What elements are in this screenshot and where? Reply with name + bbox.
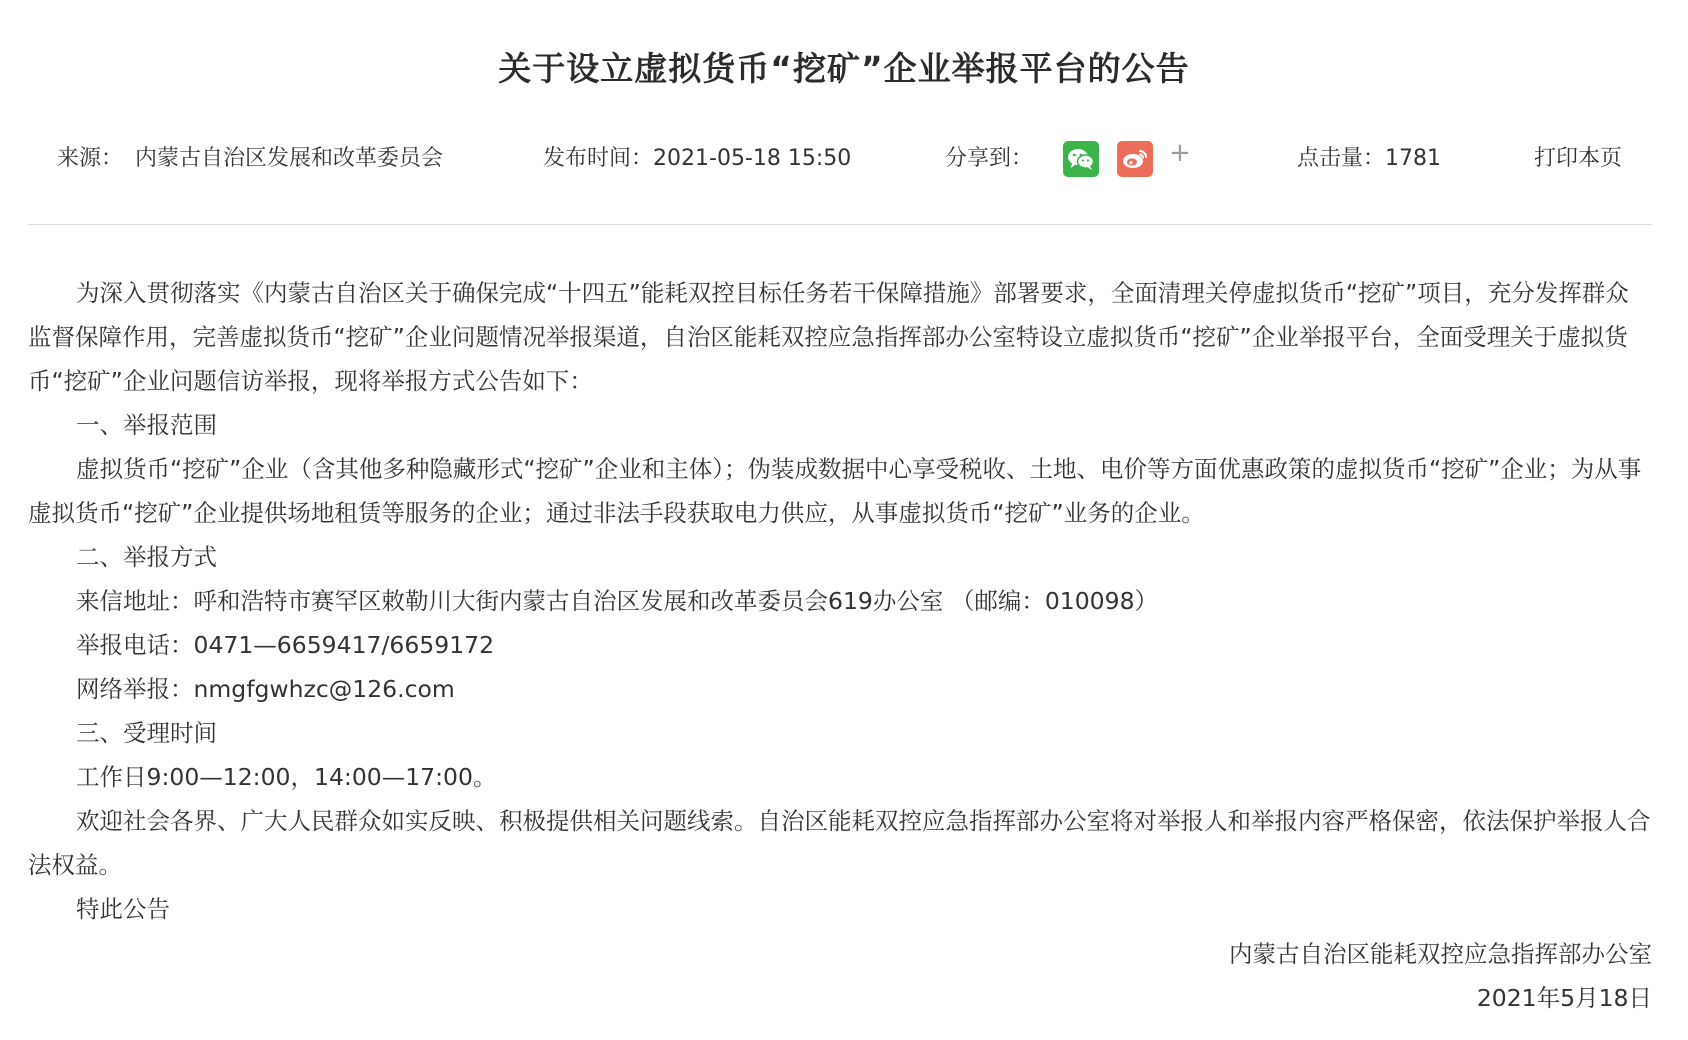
source-label: 来源： [57,146,124,171]
source-value: 内蒙古自治区发展和改革委员会 [135,146,444,171]
meta-share [945,138,1191,176]
welcome-paragraph: 欢迎社会各界、广大人民群众如实反映、积极提供相关问题线索。自治区能耗双控应急指挥部办公室将对举报人和举报内容严格保密，依法保护举报人合法权益。 [28,807,1651,879]
clicks-value: 1781 [1385,146,1442,171]
meta-source [57,142,443,176]
weibo-icon[interactable] [1117,141,1153,177]
print-button[interactable]: 打印本页 [1534,146,1623,171]
phone-line: 举报电话：0471—6659417/6659172 [76,631,495,659]
wechat-icon[interactable] [1063,141,1099,177]
page-title: 关于设立虚拟货币“挖矿”企业举报平台的公告 [498,49,1190,88]
more-share-button[interactable]: + [1169,138,1191,168]
divider [28,224,1652,225]
signature-org: 内蒙古自治区能耗双控应急指挥部办公室 [1229,940,1652,968]
section-heading-scope: 一、举报范围 [76,411,217,439]
share-label: 分享到： [945,146,1034,171]
wechat-glyph [1067,147,1095,171]
meta-publish-time [543,142,851,176]
hours-line: 工作日9:00—12:00，14:00—17:00。 [76,763,497,791]
closing-line: 特此公告 [76,895,170,923]
publish-time-value: 2021-05-18 15:50 [653,146,852,171]
article-body [28,271,1652,931]
meta-clicks [1297,142,1441,176]
email-line: 网络举报：nmgfgwhzc@126.com [76,675,455,703]
weibo-glyph [1121,147,1149,171]
section-heading-hours: 三、受理时间 [76,719,217,747]
scope-paragraph: 虚拟货币“挖矿”企业（含其他多种隐藏形式“挖矿”企业和主体）；伪装成数据中心享受税收、土地、电价等方面优惠政策的虚拟货币“挖矿”企业；为从事虚拟货币“挖矿”企业提供场地租赁等服务的企业；通过非法手段获取电力供应，从事虚拟货币“挖矿”业务的企业。 [28,455,1642,527]
clicks-label: 点击量： [1297,146,1386,171]
section-heading-methods: 二、举报方式 [76,543,217,571]
publish-time-label: 发布时间： [543,146,654,171]
intro-paragraph: 为深入贯彻落实《内蒙古自治区关于确保完成“十四五”能耗双控目标任务若干保障措施》部署要求，全面清理关停虚拟货币“挖矿”项目，充分发挥群众监督保障作用，完善虚拟货币“挖矿”企业问题情况举报渠道，自治区能耗双控应急指挥部办公室特设立虚拟货币“挖矿”企业举报平台，全面受理关于虚拟货币“挖矿”企业问题信访举报，现将举报方式公告如下： [28,279,1629,395]
address-line: 来信地址：呼和浩特市赛罕区敕勒川大街内蒙古自治区发展和改革委员会619办公室 （邮编：010098） [76,587,1159,615]
signature-date: 2021年5月18日 [1476,984,1652,1012]
